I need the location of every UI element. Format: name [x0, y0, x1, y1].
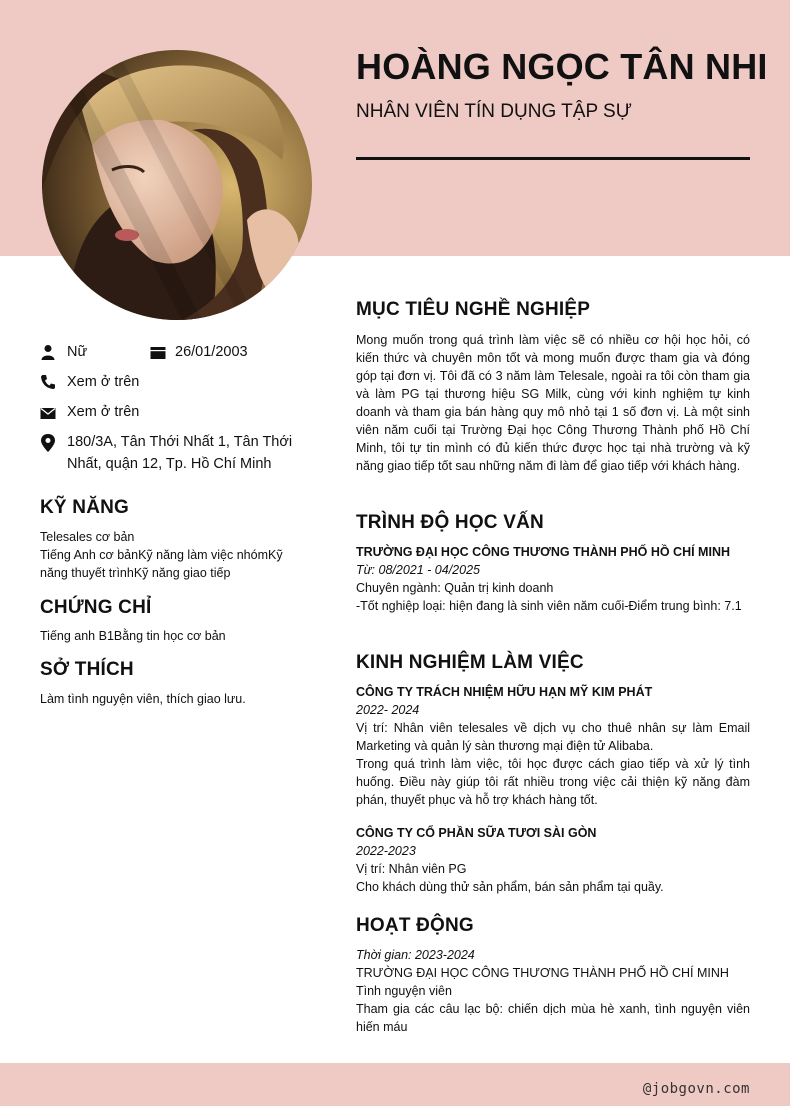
location-pin-icon [40, 434, 56, 452]
title-divider [356, 157, 750, 160]
contact-email-row [40, 401, 330, 423]
skills-title: KỸ NĂNG [40, 497, 130, 518]
education-school: TRƯỜNG ĐẠI HỌC CÔNG THƯƠNG THÀNH PHỐ HỒ CHÍ MINH [356, 545, 730, 559]
gender-value: Nữ [67, 344, 88, 360]
contact-phone-row [40, 371, 330, 393]
certificates-title: CHỨNG CHỈ [40, 597, 152, 618]
experience-job-1 [356, 683, 750, 809]
email-value: Xem ở trên [67, 404, 140, 420]
job-period: 2022-2023 [356, 844, 416, 858]
education-title: TRÌNH ĐỘ HỌC VẤN [356, 512, 544, 533]
activity-role: Tình nguyện viên [356, 984, 452, 998]
address-line-2: Nhất, quận 12, Tp. Hồ Chí Minh [67, 456, 272, 472]
activity-org: TRƯỜNG ĐẠI HỌC CÔNG THƯƠNG THÀNH PHỐ HỒ CHÍ MINH [356, 966, 729, 980]
activity-period: Thời gian: 2023-2024 [356, 948, 475, 962]
profile-photo [42, 50, 312, 320]
activity-text: Tham gia các câu lạc bộ: chiến dịch mùa hè xanh, tình nguyện viên hiến máu [356, 1002, 750, 1034]
calendar-icon [150, 345, 166, 361]
footer-brand: @jobgovn.com [642, 1081, 750, 1097]
person-icon [40, 344, 56, 360]
experience-job-2 [356, 824, 750, 896]
phone-icon [40, 374, 56, 390]
objective-title: MỤC TIÊU NGHỀ NGHIỆP [356, 299, 591, 320]
phone-value: Xem ở trên [67, 374, 140, 390]
skills-line-2: Tiếng Anh cơ bảnKỹ năng làm việc nhómKỹ [40, 548, 283, 562]
candidate-name: HOÀNG NGỌC TÂN NHI [356, 46, 768, 87]
education-major: Chuyên ngành: Quản trị kinh doanh [356, 581, 554, 595]
job-company: CÔNG TY CỔ PHẦN SỮA TƯƠI SÀI GÒN [356, 826, 597, 840]
job-role: Vị trí: Nhân viên telesales về dịch vụ cho thuê nhân sự làm Email Marketing và quản lý sàn thương mại điện tử Alibaba. [356, 721, 750, 753]
skills-line-3: năng thuyết trìnhKỹ năng giao tiếp [40, 566, 231, 580]
job-period: 2022- 2024 [356, 703, 420, 717]
education-note: -Tốt nghiệp loại: hiện đang là sinh viên năm cuối-Điểm trung bình: 7.1 [356, 599, 742, 613]
objective-text: Mong muốn trong quá trình làm việc sẽ có nhiều cơ hội học hỏi, có kiến thức và chuyên môn tốt và mong muốn được tham gia và đóng góp tại đơn vị. Tôi đã có 3 năm làm Telesale, ngoài ra tôi còn tham gia và làm PG tại thương hiệu SG Milk, cùng với kinh nghiệm tự kinh doanh và tham gia bán hàng quy mô nhỏ tại 1 số đơn vị. Là một sinh viên năm cuối tại Trường Đại học Công Thương Thành phố Hồ Chí Minh, tôi tự tin mình có đủ kiến thức được học tại nhà trường và kỹ năng giao tiếp tốt sau những năm đi làm để giao tiếp với khách hàng. [356, 333, 750, 473]
job-description: Cho khách dùng thử sản phẩm, bán sản phẩm tại quầy. [356, 880, 664, 894]
job-description: Trong quá trình làm việc, tôi học được cách giao tiếp và xử lý tình huống. Điều này giúp tôi rất nhiều trong việc cải thiện kỹ năng đàm phán, thuyết phục và hỗ trợ khách hàng tốt. [356, 757, 750, 807]
activities-entry [356, 946, 750, 1036]
skills-line-1: Telesales cơ bản [40, 530, 135, 544]
contact-dob-row [150, 341, 330, 363]
activities-title: HOẠT ĐỘNG [356, 915, 474, 936]
dob-value: 26/01/2003 [175, 344, 248, 360]
portrait-image [42, 50, 312, 320]
job-company: CÔNG TY TRÁCH NHIỆM HỮU HẠN MỸ KIM PHÁT [356, 685, 653, 699]
experience-title: KINH NGHIỆM LÀM VIỆC [356, 652, 584, 673]
mail-icon [40, 405, 56, 421]
hobbies-text: Làm tình nguyện viên, thích giao lưu. [40, 692, 246, 706]
certificates-text: Tiếng anh B1Bằng tin học cơ bản [40, 629, 226, 643]
education-period: Từ: 08/2021 - 04/2025 [356, 563, 480, 577]
address-line-1: 180/3A, Tân Thới Nhất 1, Tân Thới [67, 434, 293, 450]
hobbies-title: SỞ THÍCH [40, 659, 134, 680]
contact-address-row [40, 431, 330, 475]
education-entry [356, 543, 750, 615]
job-role: Vị trí: Nhân viên PG [356, 862, 467, 876]
job-title: NHÂN VIÊN TÍN DỤNG TẬP SỰ [356, 101, 632, 122]
